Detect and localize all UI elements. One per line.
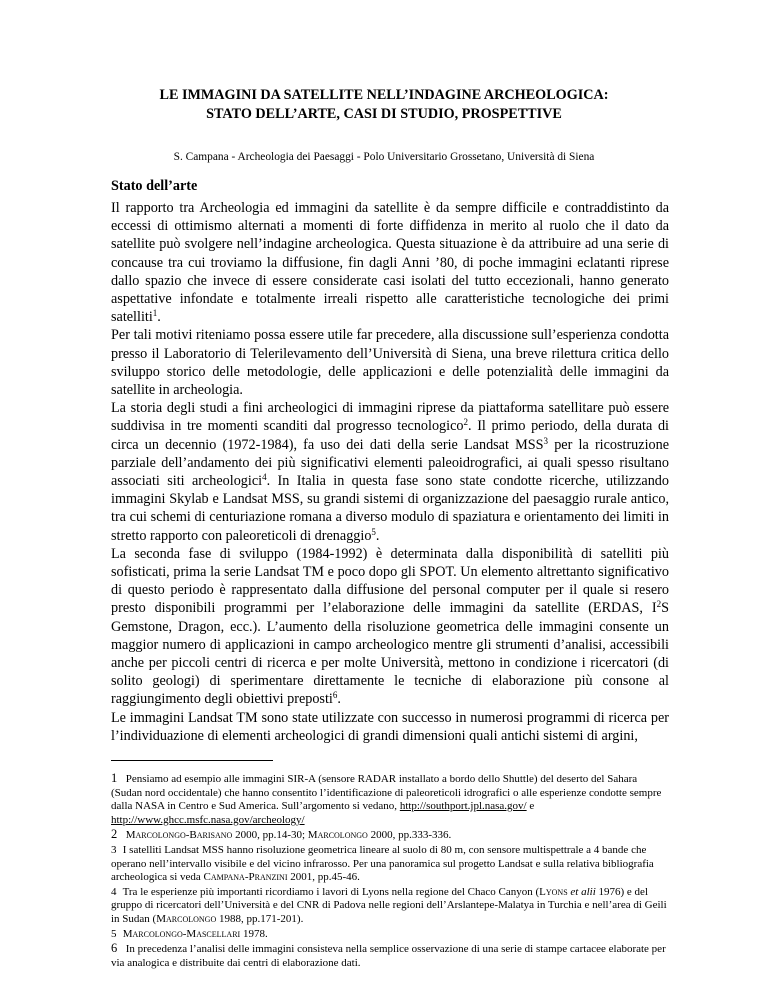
paragraph-4-text-b: S Gemstone, Dragon, ecc.). L’aumento della risoluzione geometrica delle immagini consente un maggior numero di applicazioni in campo archeologico mentre gli strumenti d’analisi, accessibili anche per piccoli centri di ricerca e per molte Università, mettono in condizione i ricercatori (di solito geologi) di sperimentare direttamente le tecniche di elaborazione più consone al raggiungimento degli obiettivi preposti — [111, 600, 669, 708]
paragraph-4-text-c: . — [337, 691, 341, 708]
footnote-2-author-2: Marcolongo — [307, 829, 368, 842]
footnote-5-text: 1978. — [240, 927, 268, 940]
paragraph-3-text-e: . — [375, 527, 380, 544]
footnote-4 — [111, 886, 671, 927]
paragraph-3 — [111, 399, 669, 545]
footnote-number: 1 — [111, 771, 118, 785]
footnote-ref-6[interactable]: 6 — [332, 690, 338, 701]
author-affiliation: S. Campana - Archeologia dei Paesaggi - Polo Universitario Grossetano, Università di Siena — [173, 151, 595, 163]
footnote-4-author-2: Marcolongo — [156, 912, 217, 925]
footnote-2-text-1: 2000, pp.14-30; — [232, 829, 308, 842]
paragraph-1-end: . — [157, 309, 161, 326]
footnote-1 — [111, 772, 671, 827]
paragraph-4-text-a: La seconda fase di sviluppo (1984-1992) è determinata dalla disponibilità di satelliti più sofisticati, prima la serie Landsat TM e poco dopo gli SPOT. Un elemento altrettanto significativo di questo periodo è rappresentato dalla diffusione del personal computer per il quale si resero presto disponibili programmi per l’elaborazione delle immagini da satellite (ERDAS, I — [111, 545, 669, 617]
footnote-4-text-2: 1976) e del gruppo di ricercatori dell’Università e del CNR di Padova nelle regioni dell’Arslantepe-Malatya in Turchia e nell’area di Geili in Sudan ( — [111, 885, 667, 925]
footnote-3-author: Campana-Pranzini — [203, 871, 288, 884]
footnote-4-author-1: Lyons — [539, 885, 568, 898]
footnote-2-author-1: Marcolongo-Barisano — [125, 829, 233, 842]
footnote-number: 4 — [111, 885, 117, 898]
paragraph-1-text: Il rapporto tra Archeologia ed immagini da satellite è da sempre difficile e contraddistinto da eccessi di ottimismo alternati a momenti di forte diffidenza in merito al ruolo che il dato da satellite può svolgere nell’indagine archeologica. Questa situazione è da attribuire ad una serie di concause tra cui troviamo la diffusione, fin dagli Anni ’80, di poche immagini eclatanti riprese dallo spazio che invece di essere considerate casi isolati del tutto eccezionali, hanno generato aspettative infondate e totalmente irreali rispetto alle caratteristiche tecnologiche dei primi satelliti — [111, 200, 669, 326]
title-line-1: LE IMMAGINI DA SATELLITE NELL’INDAGINE ARCHEOLOGICA: — [159, 87, 609, 103]
footnote-ref-4[interactable]: 4 — [262, 472, 267, 483]
footnote-ref-3[interactable]: 3 — [543, 435, 549, 446]
paragraph-3-text-d: . In Italia in questa fase sono state condotte ricerche, utilizzando immagini Skylab e Landsat MSS, su grandi sistemi di organizzazione del paesaggio rurale antico, tra cui schemi di centuriazione romana a diverso modulo di spaziatura e orientamento dei limiti in stretto rapporto con paleoreticoli di drenaggio — [111, 473, 669, 544]
superscript-2: 2 — [656, 599, 662, 610]
footnotes — [111, 772, 671, 971]
footnote-5-author: Marcolongo-Mascellari — [122, 927, 241, 940]
footnote-6 — [111, 942, 671, 970]
footnote-link-southport[interactable]: http://southport.jpl.nasa.gov/ — [399, 800, 527, 813]
footnote-4-et-alii: et alii — [570, 885, 596, 898]
paragraph-3-text-b: . Il primo periodo, della durata di circa un decennio (1972-1984), fa uso dei dati della serie Landsat MSS — [111, 418, 669, 453]
footnote-2 — [111, 828, 671, 843]
footnote-4-text-1: Tra le esperienze più importanti ricordiamo i lavori di Lyons nella regione del Chaco Canyon ( — [122, 885, 540, 898]
footnote-4-text-3: 1988, pp.171-201). — [216, 912, 304, 925]
footnote-3-text: I satelliti Landsat MSS hanno risoluzione geometrica lineare al suolo di 80 m, con sensore multispettrale a 4 bande che operano nell’intervallo visibile e del vicino infrarosso. Per una panoramica sul progetto Landsat e sulla relativa bibliografia archeologica si veda — [111, 843, 654, 884]
footnote-ref-2[interactable]: 2 — [463, 417, 468, 428]
footnote-number: 2 — [111, 827, 118, 842]
footnote-3 — [111, 844, 671, 885]
section-heading: Stato dell’arte — [111, 178, 198, 194]
paragraph-3-text-c: per la ricostruzione parziale dell’andamento dei più significativi elementi paleoidrografici, ai quali spesso risultano associati siti archeologici — [111, 436, 670, 490]
footnote-2-text-2: 2000, pp.333-336. — [367, 829, 452, 842]
paragraph-5: Le immagini Landsat TM sono state utilizzate con successo in numerosi programmi di ricerca per l’individuazione di elementi archeologici di grandi dimensioni quali antichi sistemi di argini, — [111, 709, 669, 744]
footnote-number: 6 — [111, 941, 118, 956]
paragraph-3-text-a: La storia degli studi a fini archeologici di immagini riprese da piattaforma satellitare può essere suddivisa in tre momenti scanditi dal progresso tecnologico — [111, 400, 669, 435]
footnote-link-ghcc[interactable]: http://www.ghcc.msfc.nasa.gov/archeology/ — [111, 813, 305, 826]
footnote-ref-1[interactable]: 1 — [152, 308, 158, 319]
paragraph-2: Per tali motivi riteniamo possa essere utile far precedere, alla discussione sull’esperienza condotta presso il Laboratorio di Telerilevamento dell’Università di Siena, una breve rilettura critica dello sviluppo storico delle metodologie, delle applicazioni e delle potenzialità delle immagini da satellite in archeologia. — [111, 327, 669, 399]
title-line-2: STATO DELL’ARTE, CASI DI STUDIO, PROSPETTIVE — [206, 106, 562, 122]
footnote-1-conjunction: e — [526, 800, 535, 813]
footnote-3-end: 2001, pp.45-46. — [287, 871, 360, 884]
footnote-separator — [111, 760, 273, 761]
footnote-5 — [111, 928, 671, 942]
paragraph-4 — [111, 545, 669, 709]
footnote-number: 3 — [111, 843, 117, 856]
footnote-6-text: In precedenza l’analisi delle immagini consisteva nella semplice osservazione di una serie di stampe cartacee elaborate per via analogica e distribuite dai centri di elaborazione dati. — [111, 943, 666, 969]
paragraph-1 — [111, 199, 669, 326]
footnote-number: 5 — [111, 927, 117, 940]
footnote-1-text: Pensiamo ad esempio alle immagini SIR-A (sensore RADAR installato a bordo dello Shuttle) del deserto del Sahara (Sudan nord occidentale) che hanno consentito l’identificazione di paleoreticoli idrografici o alle esperienze condotte sempre dalla NASA in Centro e Sud America. Sull’argomento si vedano, — [111, 773, 662, 813]
footnote-ref-5[interactable]: 5 — [371, 526, 376, 537]
body-text — [111, 199, 669, 745]
